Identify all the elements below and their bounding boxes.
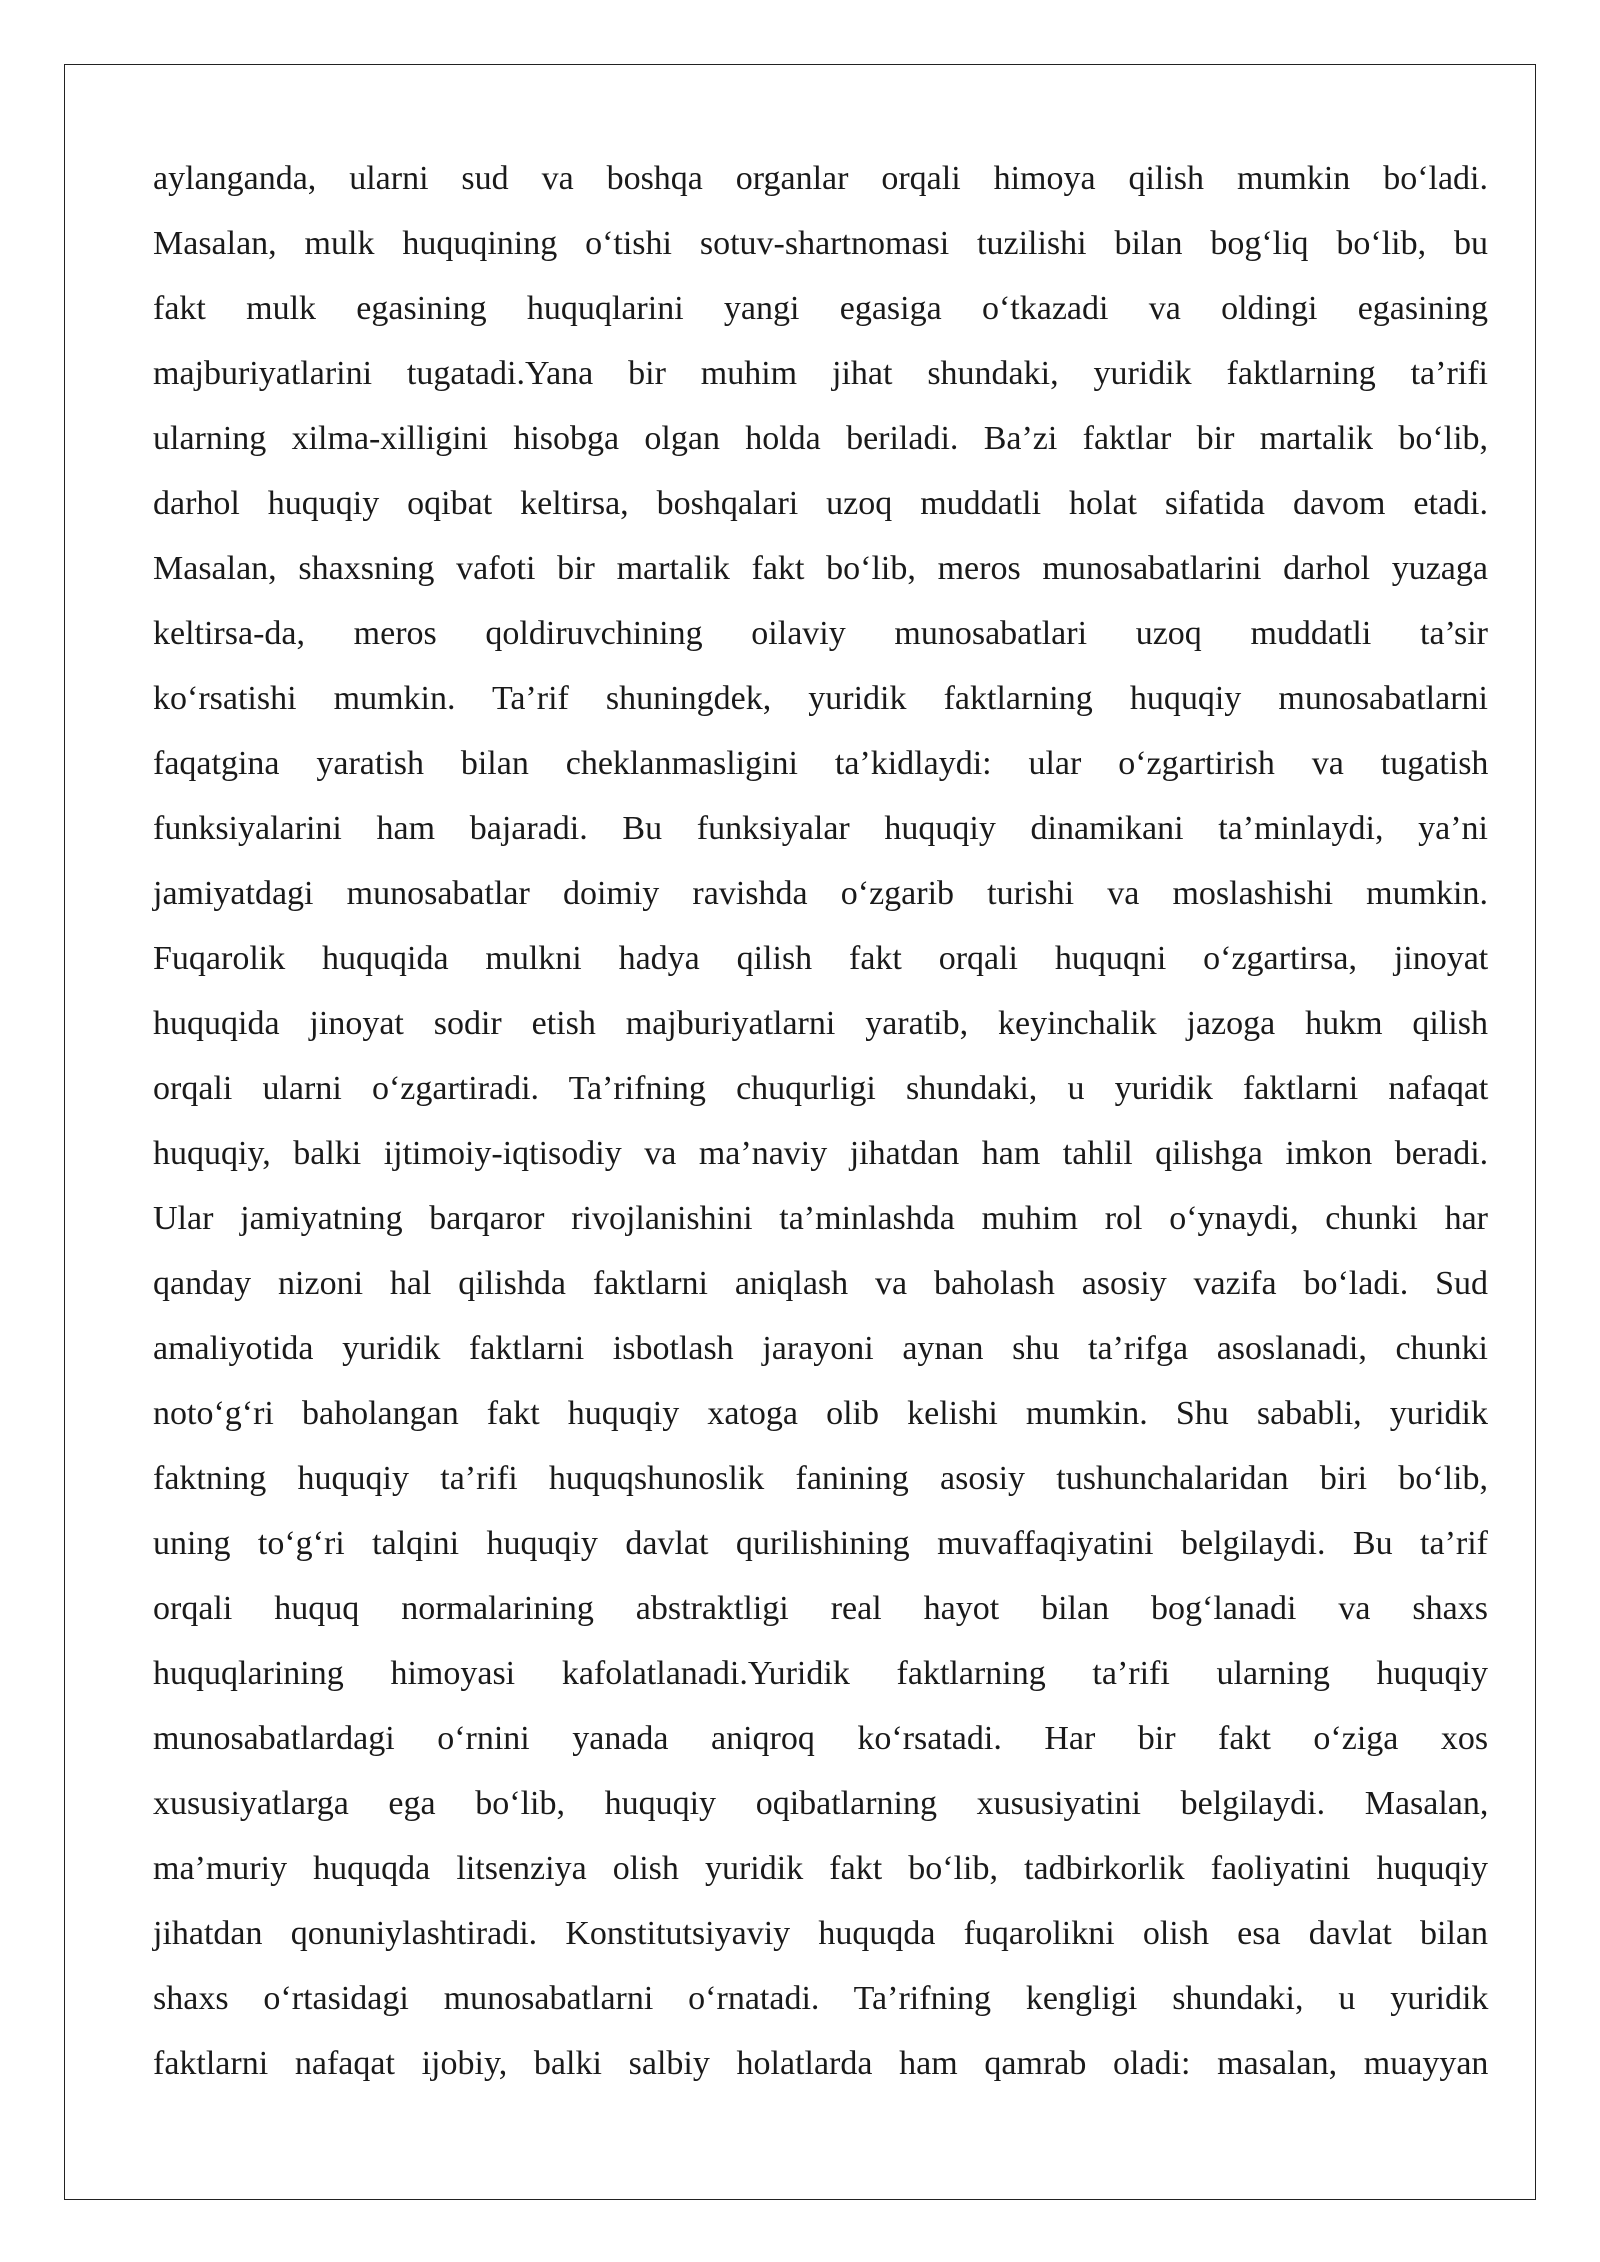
text-line: orqali huquq normalarining abstraktligi real hayot bilan bog‘lanadi va shaxs <box>153 1590 1488 1627</box>
text-line: jihatdan qonuniylashtiradi. Konstitutsiyaviy huquqda fuqarolikni olish esa davlat bilan <box>153 1915 1488 1952</box>
text-line: huquqida jinoyat sodir etish majburiyatlarni yaratib, keyinchalik jazoga hukm qilish <box>153 1005 1488 1042</box>
text-line: faqatgina yaratish bilan cheklanmasligini ta’kidlaydi: ular o‘zgartirish va tugatish <box>153 745 1489 782</box>
text-line: munosabatlardagi o‘rnini yanada aniqroq ko‘rsatadi. Har bir fakt o‘ziga xos <box>153 1720 1489 1757</box>
text-line: amaliyotida yuridik faktlarni isbotlash jarayoni aynan shu ta’rifga asoslanadi, chunki <box>153 1330 1488 1367</box>
text-line: ko‘rsatishi mumkin. Ta’rif shuningdek, yuridik faktlarning huquqiy munosabatlarni <box>153 680 1488 717</box>
text-line: faktlarni nafaqat ijobiy, balki salbiy holatlarda ham qamrab oladi: masalan, muayyan <box>153 2045 1489 2082</box>
text-line: jamiyatdagi munosabatlar doimiy ravishda o‘zgarib turishi va moslashishi mumkin. <box>153 875 1488 912</box>
text-line: xususiyatlarga ega bo‘lib, huquqiy oqibatlarning xususiyatini belgilaydi. Masalan, <box>153 1785 1489 1822</box>
text-line: orqali ularni o‘zgartiradi. Ta’rifning chuqurligi shundaki, u yuridik faktlarni nafaqat <box>153 1070 1489 1107</box>
body-text <box>153 146 1488 2096</box>
text-line: Ular jamiyatning barqaror rivojlanishini ta’minlashda muhim rol o‘ynaydi, chunki har <box>153 1200 1488 1237</box>
text-line: huquqiy, balki ijtimoiy-iqtisodiy va ma’naviy jihatdan ham tahlil qilishga imkon beradi. <box>153 1135 1489 1172</box>
text-line: Masalan, shaxsning vafoti bir martalik fakt bo‘lib, meros munosabatlarini darhol yuzaga <box>153 550 1488 587</box>
text-line: Masalan, mulk huquqining o‘tishi sotuv-shartnomasi tuzilishi bilan bog‘liq bo‘lib, bu <box>153 225 1488 262</box>
text-line: darhol huquqiy oqibat keltirsa, boshqalari uzoq muddatli holat sifatida davom etadi. <box>153 485 1488 522</box>
text-line: aylanganda, ularni sud va boshqa organlar orqali himoya qilish mumkin bo‘ladi. <box>153 160 1488 197</box>
text-line: majburiyatlarini tugatadi.Yana bir muhim jihat shundaki, yuridik faktlarning ta’rifi <box>153 355 1488 392</box>
text-line: Fuqarolik huquqida mulkni hadya qilish fakt orqali huquqni o‘zgartirsa, jinoyat <box>153 940 1489 977</box>
text-line: faktning huquqiy ta’rifi huquqshunoslik fanining asosiy tushunchalaridan biri bo‘lib, <box>153 1460 1488 1497</box>
text-line: shaxs o‘rtasidagi munosabatlarni o‘rnatadi. Ta’rifning kengligi shundaki, u yuridik <box>153 1980 1489 2017</box>
text-line: funksiyalarini ham bajaradi. Bu funksiyalar huquqiy dinamikani ta’minlaydi, ya’ni <box>153 810 1488 847</box>
text-line: huquqlarining himoyasi kafolatlanadi.Yuridik faktlarning ta’rifi ularning huquqiy <box>153 1655 1488 1692</box>
text-line: fakt mulk egasining huquqlarini yangi egasiga o‘tkazadi va oldingi egasining <box>153 290 1489 327</box>
text-line: noto‘g‘ri baholangan fakt huquqiy xatoga olib kelishi mumkin. Shu sababli, yuridik <box>153 1395 1488 1432</box>
text-line: keltirsa-da, meros qoldiruvchining oilaviy munosabatlari uzoq muddatli ta’sir <box>153 615 1488 652</box>
text-line: ma’muriy huquqda litsenziya olish yuridik fakt bo‘lib, tadbirkorlik faoliyatini huquqiy <box>153 1850 1488 1887</box>
text-line: ularning xilma-xilligini hisobga olgan holda beriladi. Ba’zi faktlar bir martalik bo‘lib, <box>153 420 1489 457</box>
text-line: qanday nizoni hal qilishda faktlarni aniqlash va baholash asosiy vazifa bo‘ladi. Sud <box>153 1265 1489 1302</box>
text-line: uning to‘g‘ri talqini huquqiy davlat qurilishining muvaffaqiyatini belgilaydi. Bu ta’rif <box>153 1525 1488 1562</box>
